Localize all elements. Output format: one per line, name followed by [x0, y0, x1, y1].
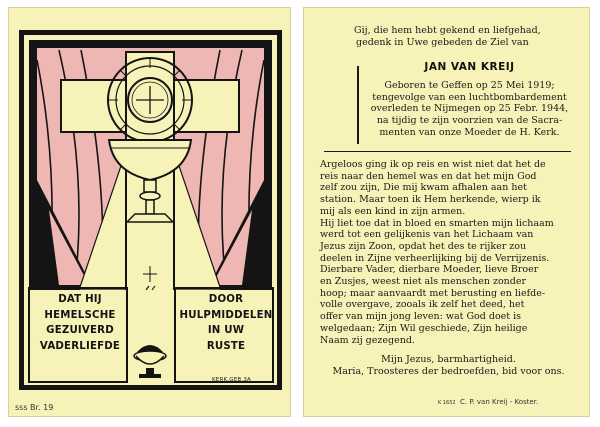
opening-line: gedenk in Uwe gebeden de Ziel van: [356, 36, 529, 48]
bio-line: tengevolge van een luchtbombardement: [372, 91, 567, 103]
memorial-line: deelen in Zijne verheerlijking bij de Verrijzenis.: [320, 252, 550, 264]
opening-text: [354, 25, 575, 48]
bio-line: na tijdig te zijn voorzien van de Sacra-: [376, 115, 563, 127]
print-code: K 1652: [438, 400, 456, 406]
memorial-line: mij als een kind in zijn armen.: [320, 205, 466, 217]
motto-right-block: [177, 292, 275, 354]
motto-right-line: DOOR: [208, 294, 244, 305]
memorial-line: werd tot een gelijkenis van het Lichaam van: [320, 229, 534, 241]
margin-rule: [357, 66, 359, 144]
memorial-line: welgedaan; Zijn Wil geschiede, Zijn heilige: [320, 322, 528, 334]
memorial-line: offer van mijn jong leven: wat God doet is: [320, 311, 522, 323]
closing-prayer: [320, 354, 577, 377]
motto-left-line: VADERLIEFDE: [39, 340, 121, 352]
memorial-line: Hij liet toe dat in bloed en smarten mijn lichaam: [320, 217, 554, 229]
memorial-card-front: [8, 7, 291, 417]
memorial-line: Argeloos ging ik op reis en wist niet dat het de: [320, 159, 546, 170]
memorial-line: en Zusjes, weest niet als menschen zonder: [320, 276, 527, 288]
memorial-line: Naam zij gezegend.: [320, 334, 415, 346]
opening-line: Gij, die hem hebt gekend en liefgehad,: [354, 25, 541, 36]
deceased-name: JAN VAN KREIJ: [424, 61, 515, 73]
motto-left-line: DAT HIJ: [58, 294, 102, 305]
memorial-line: volle overgave, zooals ik zelf het deed, het: [320, 299, 525, 311]
section-divider: [324, 151, 571, 152]
memorial-line: zelf zou zijn, Die mij kwam afhalen aan het: [320, 182, 527, 194]
artist-signature: KERK.GEB.3A: [212, 377, 251, 383]
biography: [364, 80, 575, 139]
motto-right-line: IN UW: [207, 325, 245, 336]
printer-credit: C. P. van Kreij - Koster.: [460, 398, 539, 406]
bio-line: Geboren te Geffen op 25 Mei 1919;: [384, 80, 555, 91]
motto-right-line: HULPMIDDELEN: [179, 309, 273, 321]
memorial-card-back: [303, 7, 590, 417]
memorial-line: reis naar den hemel was en dat het mijn God: [320, 170, 537, 182]
memorial-text: [320, 159, 577, 346]
memorial-line: Dierbare Vader, dierbare Moeder, lieve Broer: [320, 264, 539, 276]
memorial-line: Jezus zijn Zoon, opdat het des te rijker zou: [320, 240, 527, 252]
bio-line: overleden te Nijmegen op 25 Febr. 1944,: [370, 103, 569, 115]
card-id: sss Br. 19: [15, 403, 54, 412]
memorial-line: hoop; maar aanvaardt met berusting en liefde-: [320, 287, 546, 299]
bio-line: menten van onze Moeder de H. Kerk.: [379, 126, 560, 138]
motto-right-line: RUSTE: [206, 340, 246, 352]
closing-line: Mijn Jezus, barmhartigheid.: [381, 354, 516, 365]
memorial-line: station. Maar toen ik Hem herkende, wierp ik: [320, 194, 541, 206]
closing-line: Maria, Troosteres der bedroefden, bid voor ons.: [332, 365, 565, 377]
motto-left-line: GEZUIVERD: [46, 325, 114, 336]
motto-left-block: [31, 292, 129, 354]
motto-left-line: HEMELSCHE: [44, 309, 116, 321]
